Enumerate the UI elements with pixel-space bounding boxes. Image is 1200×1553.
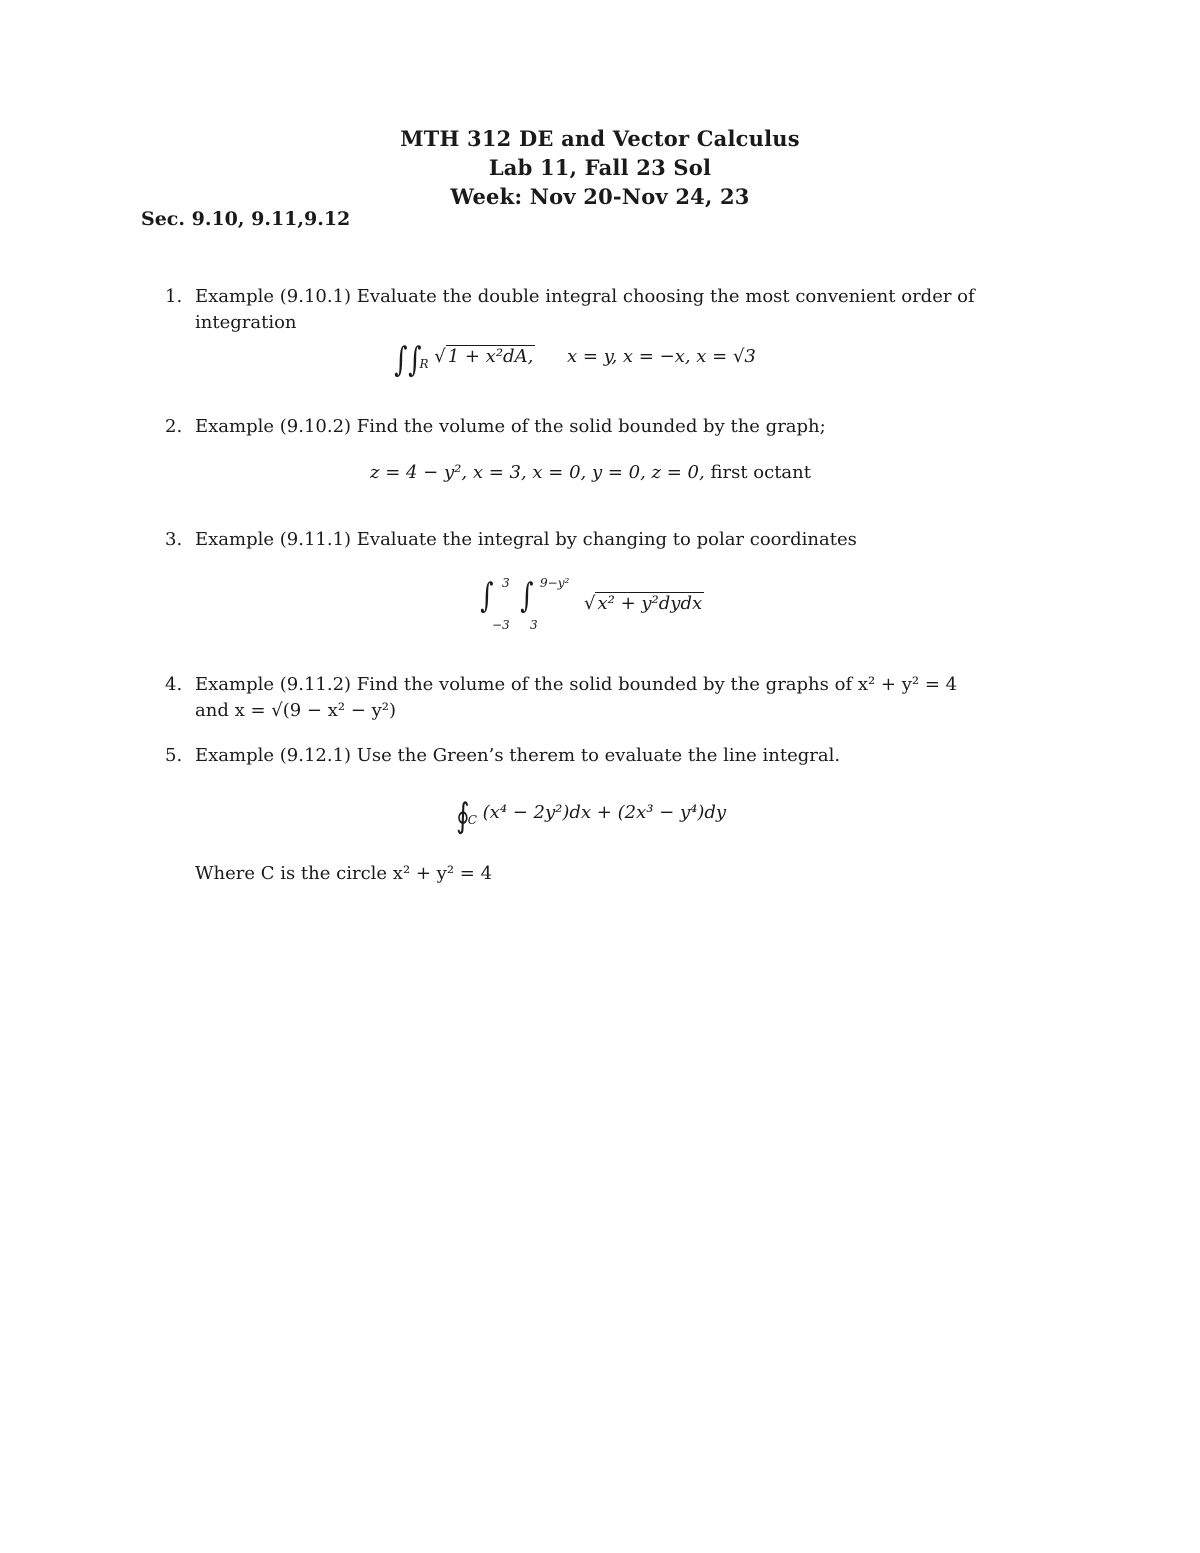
note: first octant (710, 462, 811, 483)
inner-lower-limit: 3 (530, 618, 538, 632)
problem-number: 3. (165, 529, 183, 550)
sqrt-expression: √ x² + y²dydx (584, 593, 703, 614)
formula-5 (454, 796, 726, 836)
problem-text: Example (9.10.1) Evaluate the double integral choosing the most convenient order of integration (195, 286, 975, 333)
formula-2 (370, 462, 811, 483)
contour-integral-sign: ∮ (456, 796, 470, 836)
problem-text: Example (9.10.2) Find the volume of the solid bounded by the graph; (195, 416, 826, 437)
sqrt-expression: √ 1 + x²dA, (434, 346, 534, 367)
lab-title: Lab 11, Fall 23 Sol (488, 155, 712, 180)
formula-1 (392, 340, 756, 380)
week-title: Week: Nov 20-Nov 24, 23 (450, 184, 750, 209)
problem-4 (165, 672, 1015, 732)
bounds: x = y, x = −x, x = √3 (567, 346, 756, 367)
problem-number: 4. (165, 674, 183, 695)
formula-3 (478, 578, 738, 638)
problem-text: Example (9.11.2) Find the volume of the solid bounded by the graphs of x² + y² = 4 (195, 674, 958, 695)
expression: z = 4 − y², x = 3, x = 0, y = 0, z = 0, (370, 462, 705, 483)
section-label: Sec. 9.10, 9.11,9.12 (141, 208, 351, 230)
integral-sign: ∫ (480, 576, 494, 616)
where-clause: Where C is the circle x² + y² = 4 (195, 863, 493, 884)
outer-lower-limit: −3 (492, 618, 510, 632)
problem-text: Example (9.12.1) Use the Green’s therem to evaluate the line integral. (195, 745, 841, 766)
problem-text-continued: and x = √(9 − x² − y²) (195, 700, 397, 721)
integral-sign: ∫ (520, 576, 534, 616)
title-block (0, 124, 1200, 211)
integral-sign: ∫ (394, 340, 408, 380)
integrand: x² + y²dydx (597, 593, 703, 614)
course-title: MTH 312 DE and Vector Calculus (400, 126, 800, 151)
contour-label: C (467, 813, 477, 827)
region-label: R (419, 357, 429, 371)
problem-number: 1. (165, 286, 183, 307)
problem-number: 5. (165, 745, 183, 766)
integrand: 1 + x²dA, (447, 346, 534, 367)
integrand: (x⁴ − 2y²)dx + (2x³ − y⁴)dy (482, 802, 727, 823)
problem-text: Example (9.11.1) Evaluate the integral by changing to polar coordinates (195, 529, 857, 550)
integral-sign: ∫ (407, 340, 422, 380)
problem-number: 2. (165, 416, 183, 437)
inner-upper-limit: 9−y² (540, 576, 570, 590)
outer-upper-limit: 3 (502, 576, 510, 590)
